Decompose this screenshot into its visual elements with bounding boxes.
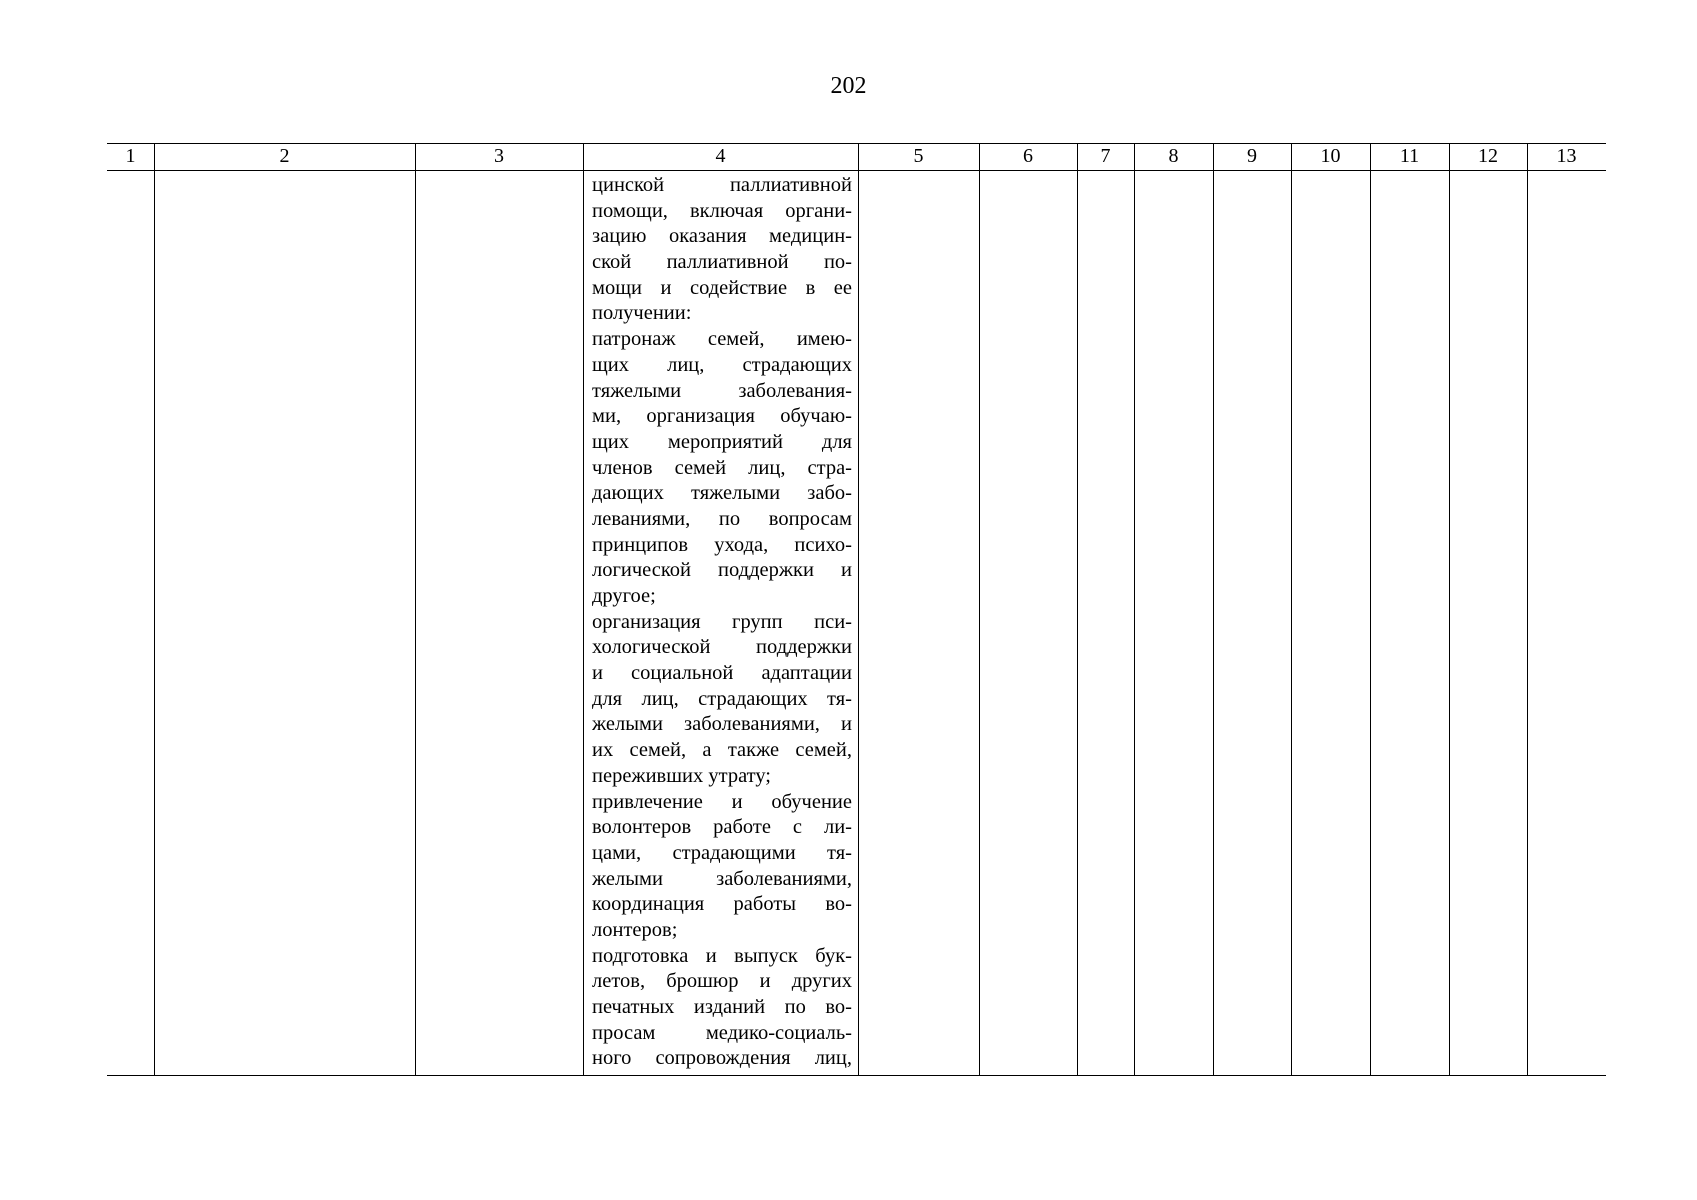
cell-text-line: просам медико-социаль- bbox=[592, 1021, 852, 1044]
cell-text-line: координация работы во- bbox=[592, 893, 852, 916]
column-number-header: 5 bbox=[913, 145, 924, 167]
cell-text-line: подготовка и выпуск бук- bbox=[592, 944, 852, 967]
cell-text-line: щих лиц, страдающих bbox=[592, 353, 852, 376]
cell-text-line: желыми заболеваниями, bbox=[592, 867, 852, 890]
column-number-header: 13 bbox=[1556, 145, 1577, 167]
cell-text-line: леваниями, по вопросам bbox=[592, 507, 852, 530]
column-number-header: 7 bbox=[1100, 145, 1111, 167]
column-number-header: 1 bbox=[125, 145, 136, 167]
cell-text-line: желыми заболеваниями, и bbox=[592, 713, 852, 736]
column-divider bbox=[1527, 143, 1528, 1076]
page-number: 202 bbox=[830, 73, 867, 99]
cell-text-line: для лиц, страдающих тя- bbox=[592, 687, 852, 710]
column-number-header: 8 bbox=[1168, 145, 1179, 167]
cell-text-line: переживших утрату; bbox=[592, 764, 772, 787]
cell-text-line: тяжелыми заболевания- bbox=[592, 379, 852, 402]
cell-text-line: помощи, включая органи- bbox=[592, 199, 852, 222]
column-number-header: 4 bbox=[715, 145, 726, 167]
column-divider bbox=[583, 143, 584, 1076]
cell-text-line: получении: bbox=[592, 302, 692, 325]
cell-text-line: ской паллиативной по- bbox=[592, 251, 852, 274]
column-divider bbox=[1291, 143, 1292, 1076]
column-divider bbox=[154, 143, 155, 1076]
cell-text-line: зацию оказания медицин- bbox=[592, 225, 852, 248]
cell-text-line: патронаж семей, имею- bbox=[592, 328, 852, 351]
cell-text-line: привлечение и обучение bbox=[592, 790, 852, 813]
column-number-header: 12 bbox=[1478, 145, 1498, 167]
cell-text-line: ми, организация обучаю- bbox=[592, 405, 852, 428]
cell-text-line: печатных изданий по во- bbox=[592, 996, 852, 1018]
cell-text-line: лонтеров; bbox=[592, 918, 678, 941]
column-divider bbox=[858, 143, 859, 1076]
cell-text-line: ного сопровождения лиц, bbox=[592, 1047, 852, 1070]
cell-text-line: дающих тяжелыми забо- bbox=[592, 482, 852, 505]
column-divider bbox=[1370, 143, 1371, 1076]
cell-text-line: хологической поддержки bbox=[592, 636, 852, 659]
column-number-header: 2 bbox=[279, 145, 290, 167]
column-number-header: 6 bbox=[1023, 145, 1033, 167]
cell-text-line: членов семей лиц, стра- bbox=[592, 456, 852, 479]
cell-text-line: и социальной адаптации bbox=[592, 662, 852, 685]
column-4-cell-text bbox=[592, 173, 852, 1072]
cell-text-line: другое; bbox=[592, 585, 656, 607]
column-divider bbox=[1077, 143, 1078, 1076]
column-divider bbox=[1134, 143, 1135, 1076]
cell-text-line: их семей, а также семей, bbox=[592, 739, 852, 762]
column-divider bbox=[1449, 143, 1450, 1076]
cell-text-line: волонтеров работе с ли- bbox=[592, 816, 852, 839]
cell-text-line: щих мероприятий для bbox=[592, 430, 852, 453]
column-divider bbox=[1213, 143, 1214, 1076]
cell-text-line: организация групп пси- bbox=[592, 610, 852, 633]
cell-text-line: летов, брошюр и других bbox=[592, 970, 852, 993]
column-divider bbox=[979, 143, 980, 1076]
column-number-header: 3 bbox=[494, 145, 504, 167]
table-bottom-border bbox=[107, 1075, 1606, 1076]
column-divider bbox=[415, 143, 416, 1076]
cell-text-line: цами, страдающими тя- bbox=[592, 841, 852, 864]
data-table bbox=[107, 143, 1606, 1076]
cell-text-line: цинской паллиативной bbox=[592, 174, 852, 196]
cell-text-line: логической поддержки и bbox=[592, 559, 852, 582]
cell-text-line: принципов ухода, психо- bbox=[592, 533, 852, 556]
table-top-border bbox=[107, 143, 1606, 144]
column-number-header: 11 bbox=[1399, 145, 1420, 167]
column-number-header: 9 bbox=[1247, 145, 1257, 167]
column-number-header: 10 bbox=[1320, 145, 1341, 167]
header-bottom-border bbox=[107, 170, 1606, 171]
cell-text-line: мощи и содействие в ее bbox=[592, 276, 852, 299]
